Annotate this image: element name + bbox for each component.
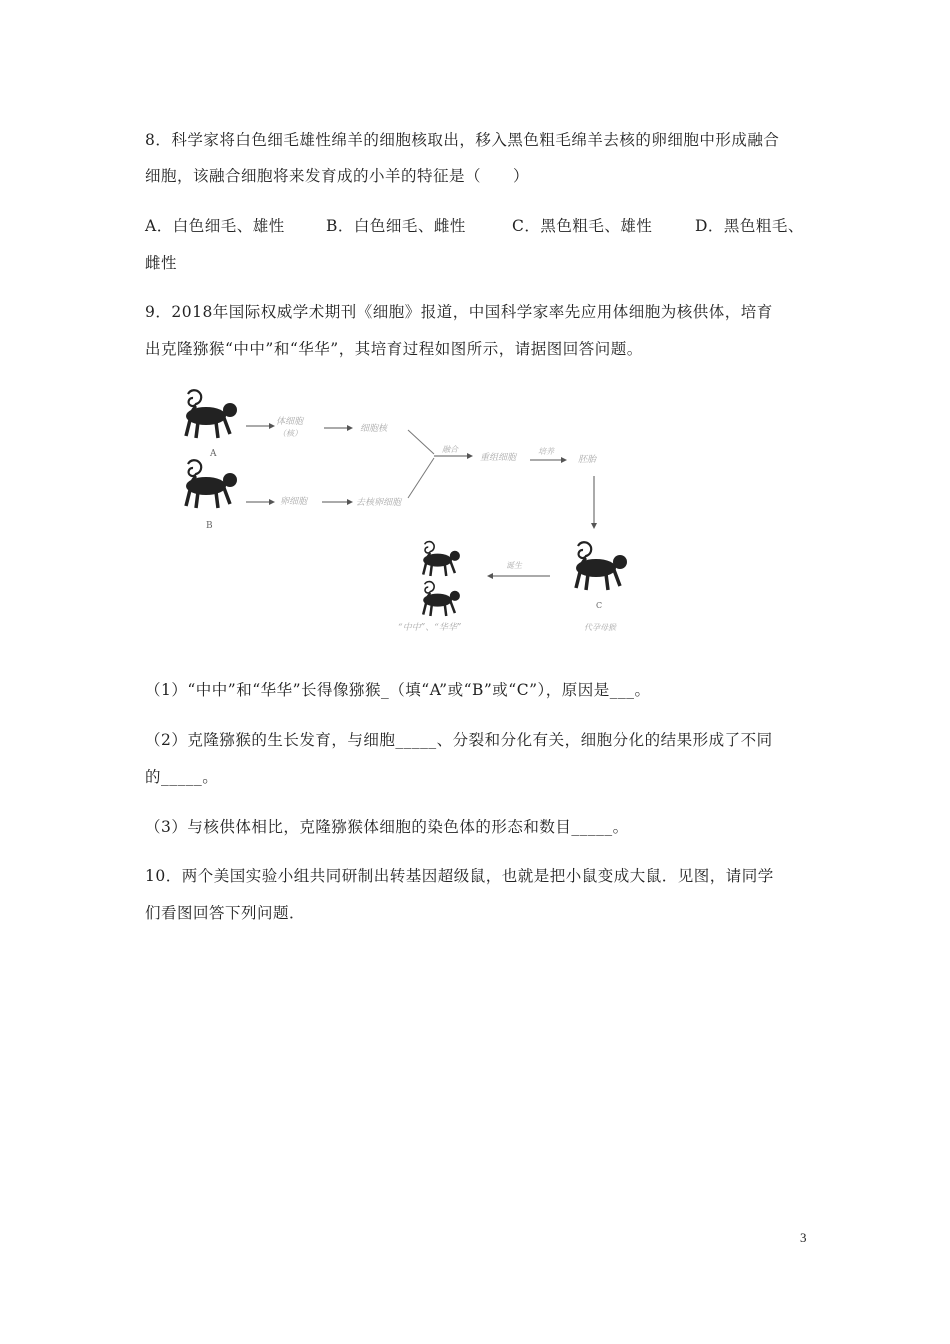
- label-birth: 诞生: [506, 561, 522, 570]
- label-a-somatic-cell: 体细胞: [276, 417, 304, 427]
- q9-sub2-line1: （2）克隆猕猴的生长发育，与细胞_____、分裂和分化有关，细胞分化的结果形成了不同: [145, 731, 773, 749]
- label-a-nucleus: 细胞核: [360, 424, 388, 434]
- q9-sub1: （1）“中中”和“华华”长得像猕猴_（填“A”或“B”或“C”），原因是___。: [145, 681, 651, 699]
- label-offspring: “中中”、“华华”: [398, 623, 462, 633]
- label-embryo: 胚胎: [578, 455, 597, 465]
- monkey-b-label: B: [206, 521, 213, 531]
- label-fused-cell: 重组细胞: [480, 453, 517, 463]
- monkey-c-icon: [576, 542, 627, 590]
- q9-stem-line2: 出克隆猕猴“中中”和“华华”，其培育过程如图所示，请据图回答问题。: [145, 340, 643, 358]
- label-culture: 培养: [538, 447, 554, 456]
- q9-sub3: （3）与核供体相比，克隆猕猴体细胞的染色体的形态和数目_____。: [145, 818, 629, 836]
- label-fuse: 融合: [442, 445, 458, 454]
- monkey-b-icon: [186, 460, 237, 508]
- q8-option-c: C．黑色粗毛、雄性: [512, 217, 653, 235]
- page-number: 3: [800, 1230, 807, 1245]
- q10-stem-line2: 们看图回答下列问题．: [145, 904, 306, 922]
- label-b-egg-cell: 卵细胞: [280, 497, 308, 507]
- q8-option-d-continued: 雌性: [145, 254, 178, 272]
- monkey-a-icon: [186, 390, 237, 438]
- monkey-a-label: A: [210, 449, 217, 459]
- q8-stem-line2: 细胞，该融合细胞将来发育成的小羊的特征是（ ）: [145, 167, 530, 185]
- q10-stem-line1: 10．两个美国实验小组共同研制出转基因超级鼠，也就是把小鼠变成大鼠．见图，请同学: [145, 867, 774, 885]
- cloning-process-figure: [170, 380, 650, 645]
- label-b-enucleated-egg: 去核卵细胞: [356, 498, 402, 508]
- offspring-monkey-2-icon: [423, 582, 460, 616]
- monkey-c-label: C: [596, 601, 603, 610]
- offspring-monkey-1-icon: [423, 542, 460, 576]
- q8-option-b: B．白色细毛、雌性: [326, 217, 466, 235]
- q9-sub2-line2: 的_____。: [145, 768, 219, 786]
- q8-option-a: A．白色细毛、雄性: [145, 217, 285, 235]
- label-surrogate: 代孕母猴: [584, 623, 616, 632]
- q8-option-d: D．黑色粗毛、: [695, 217, 804, 235]
- q8-stem-line1: 8．科学家将白色细毛雄性绵羊的细胞核取出，移入黑色粗毛绵羊去核的卵细胞中形成融合: [145, 131, 780, 149]
- q9-stem-line1: 9．2018年国际权威学术期刊《细胞》报道，中国科学家率先应用体细胞为核供体，培育: [145, 303, 773, 321]
- label-a-somatic-cell-sub: （核）: [278, 429, 302, 438]
